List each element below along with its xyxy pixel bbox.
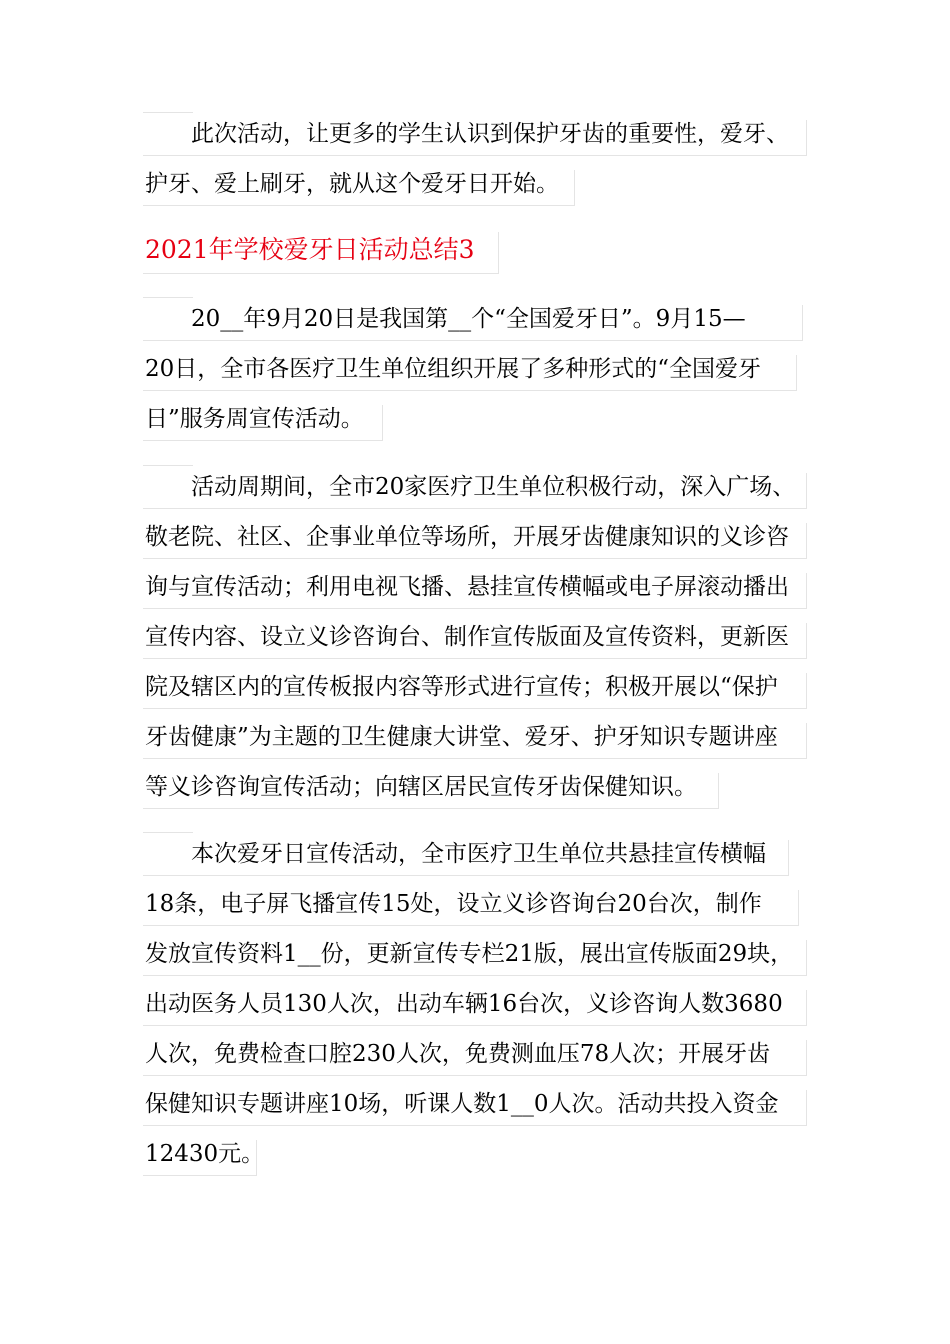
paragraph2-line-2: 敬老院、社区、企事业单位等场所，开展牙齿健康知识的义诊咨 [143,515,807,559]
paragraph1-line-2: 20日，全市各医疗卫生单位组织开展了多种形式的“全国爱牙 [143,347,797,391]
paragraph3-line-4: 出动医务人员130人次，出动车辆16台次，义诊咨询人数3680 [143,982,807,1026]
intro-line-1: 此次活动，让更多的学生认识到保护牙齿的重要性，爱牙、 [143,112,807,156]
paragraph2-line-6: 牙齿健康”为主题的卫生健康大讲堂、爱牙、护牙知识专题讲座 [143,715,807,759]
paragraph1-line-3: 日”服务周宣传活动。 [143,397,383,441]
intro-line-2: 护牙、爱上刷牙，就从这个爱牙日开始。 [143,162,575,206]
paragraph3-line-5: 人次，免费检查口腔230人次，免费测血压78人次；开展牙齿 [143,1032,807,1076]
paragraph2-line-4: 宣传内容、设立义诊咨询台、制作宣传版面及宣传资料，更新医 [143,615,807,659]
paragraph2-line-7: 等义诊咨询宣传活动；向辖区居民宣传牙齿保健知识。 [143,765,719,809]
paragraph2-line-5: 院及辖区内的宣传板报内容等形式进行宣传；积极开展以“保护 [143,665,807,709]
paragraph3-line-6: 保健知识专题讲座10场，听课人数1__0人次。活动共投入资金 [143,1082,807,1126]
paragraph2-line-1: 活动周期间，全市20家医疗卫生单位积极行动，深入广场、 [143,465,807,509]
paragraph1-line-1: 20__年9月20日是我国第__个“全国爱牙日”。9月15— [143,297,803,341]
paragraph2-line-3: 询与宣传活动；利用电视飞播、悬挂宣传横幅或电子屏滚动播出 [143,565,807,609]
section-heading: 2021年学校爱牙日活动总结3 [143,226,499,274]
paragraph3-line-2: 18条，电子屏飞播宣传15处，设立义诊咨询台20台次，制作 [143,882,799,926]
paragraph3-line-7: 12430元。 [143,1132,257,1176]
paragraph3-line-3: 发放宣传资料1__份，更新宣传专栏21版，展出宣传版面29块， [143,932,807,976]
paragraph3-line-1: 本次爱牙日宣传活动，全市医疗卫生单位共悬挂宣传横幅 [143,832,789,876]
